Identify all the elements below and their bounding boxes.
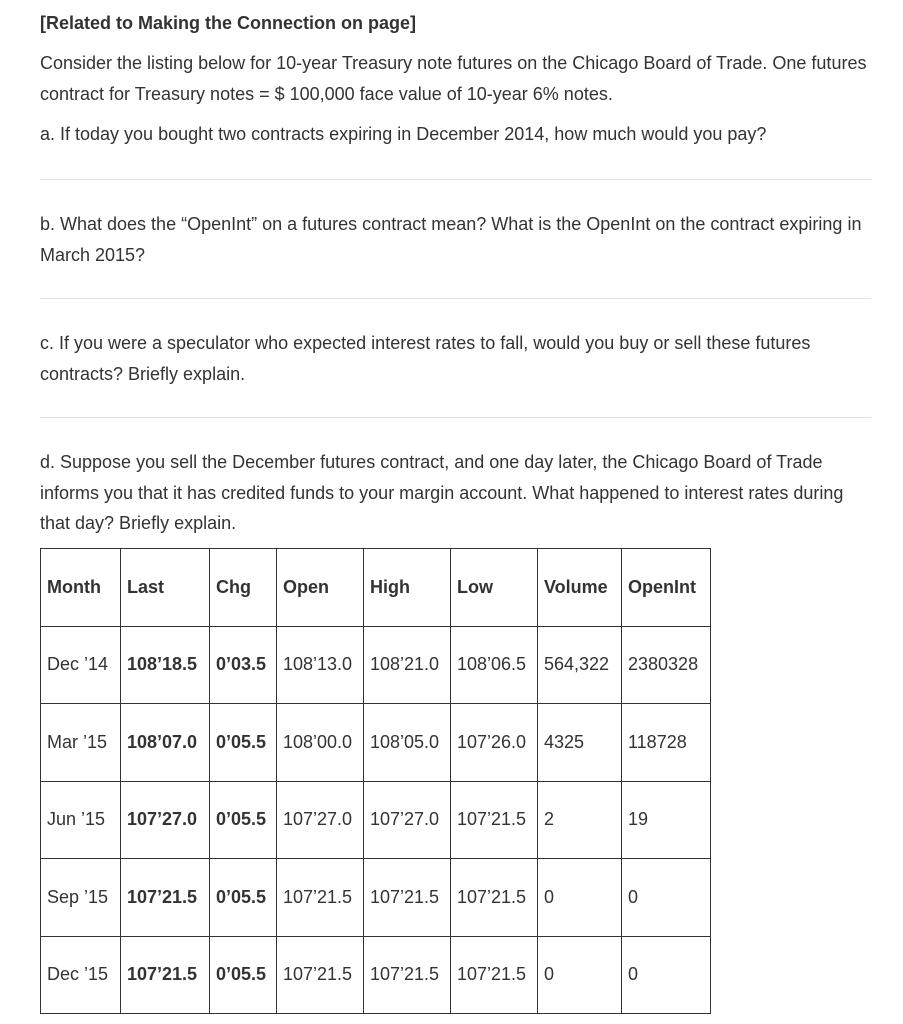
cell-last: 108’18.5 bbox=[121, 626, 210, 704]
header-open: Open bbox=[277, 549, 364, 627]
cell-low: 107’21.5 bbox=[451, 781, 538, 859]
answer-divider-b bbox=[40, 298, 871, 299]
cell-high: 108’05.0 bbox=[364, 704, 451, 782]
cell-high: 107’21.5 bbox=[364, 936, 451, 1014]
cell-chg: 0’05.5 bbox=[210, 936, 277, 1014]
question-b: b. What does the “OpenInt” on a futures contract mean? What is the OpenInt on the contract expiring in March 2015? bbox=[40, 214, 862, 265]
cell-low: 107’26.0 bbox=[451, 704, 538, 782]
cell-last: 107’27.0 bbox=[121, 781, 210, 859]
cell-high: 108’21.0 bbox=[364, 626, 451, 704]
question-d: d. Suppose you sell the December futures contract, and one day later, the Chicago Board of Trade informs you that it has credited funds to your margin account. What happened to interest rates during that day? Briefly explain. bbox=[40, 452, 844, 533]
cell-volume: 0 bbox=[538, 859, 622, 937]
question-intro: Consider the listing below for 10-year Treasury note futures on the Chicago Board of Trade. One futures contract for Treasury notes = $ 100,000 face value of 10-year 6% notes. bbox=[40, 53, 867, 104]
cell-openint: 0 bbox=[622, 936, 711, 1014]
cell-month: Jun ’15 bbox=[41, 781, 121, 859]
header-volume: Volume bbox=[538, 549, 622, 627]
cell-month: Dec ’15 bbox=[41, 936, 121, 1014]
cell-last: 108’07.0 bbox=[121, 704, 210, 782]
table-row bbox=[41, 626, 711, 704]
cell-chg: 0’03.5 bbox=[210, 626, 277, 704]
cell-high: 107’27.0 bbox=[364, 781, 451, 859]
question-heading: [Related to Making the Connection on page] bbox=[40, 13, 417, 33]
cell-open: 107’21.5 bbox=[277, 936, 364, 1014]
cell-open: 108’13.0 bbox=[277, 626, 364, 704]
cell-chg: 0’05.5 bbox=[210, 781, 277, 859]
cell-open: 108’00.0 bbox=[277, 704, 364, 782]
answer-divider-c bbox=[40, 417, 871, 418]
question-c: c. If you were a speculator who expected interest rates to fall, would you buy or sell these futures contracts? Briefly explain. bbox=[40, 333, 811, 384]
table-row bbox=[41, 704, 711, 782]
table-row bbox=[41, 859, 711, 937]
cell-month: Sep ’15 bbox=[41, 859, 121, 937]
table-header-row bbox=[41, 549, 711, 627]
cell-open: 107’27.0 bbox=[277, 781, 364, 859]
cell-month: Mar ’15 bbox=[41, 704, 121, 782]
cell-month: Dec ’14 bbox=[41, 626, 121, 704]
cell-low: 107’21.5 bbox=[451, 936, 538, 1014]
cell-low: 107’21.5 bbox=[451, 859, 538, 937]
cell-volume: 564,322 bbox=[538, 626, 622, 704]
answer-divider-a bbox=[40, 179, 871, 180]
cell-chg: 0’05.5 bbox=[210, 704, 277, 782]
cell-low: 108’06.5 bbox=[451, 626, 538, 704]
cell-volume: 4325 bbox=[538, 704, 622, 782]
cell-chg: 0’05.5 bbox=[210, 859, 277, 937]
header-month: Month bbox=[41, 549, 121, 627]
cell-open: 107’21.5 bbox=[277, 859, 364, 937]
cell-high: 107’21.5 bbox=[364, 859, 451, 937]
table-row bbox=[41, 781, 711, 859]
header-last: Last bbox=[121, 549, 210, 627]
cell-volume: 2 bbox=[538, 781, 622, 859]
table-row bbox=[41, 936, 711, 1014]
cell-last: 107’21.5 bbox=[121, 936, 210, 1014]
cell-openint: 118728 bbox=[622, 704, 711, 782]
cell-openint: 19 bbox=[622, 781, 711, 859]
header-high: High bbox=[364, 549, 451, 627]
futures-table bbox=[40, 548, 711, 1014]
header-chg: Chg bbox=[210, 549, 277, 627]
header-openint: OpenInt bbox=[622, 549, 711, 627]
cell-openint: 2380328 bbox=[622, 626, 711, 704]
header-low: Low bbox=[451, 549, 538, 627]
cell-volume: 0 bbox=[538, 936, 622, 1014]
cell-last: 107’21.5 bbox=[121, 859, 210, 937]
question-a: a. If today you bought two contracts expiring in December 2014, how much would you pay? bbox=[40, 124, 767, 144]
cell-openint: 0 bbox=[622, 859, 711, 937]
